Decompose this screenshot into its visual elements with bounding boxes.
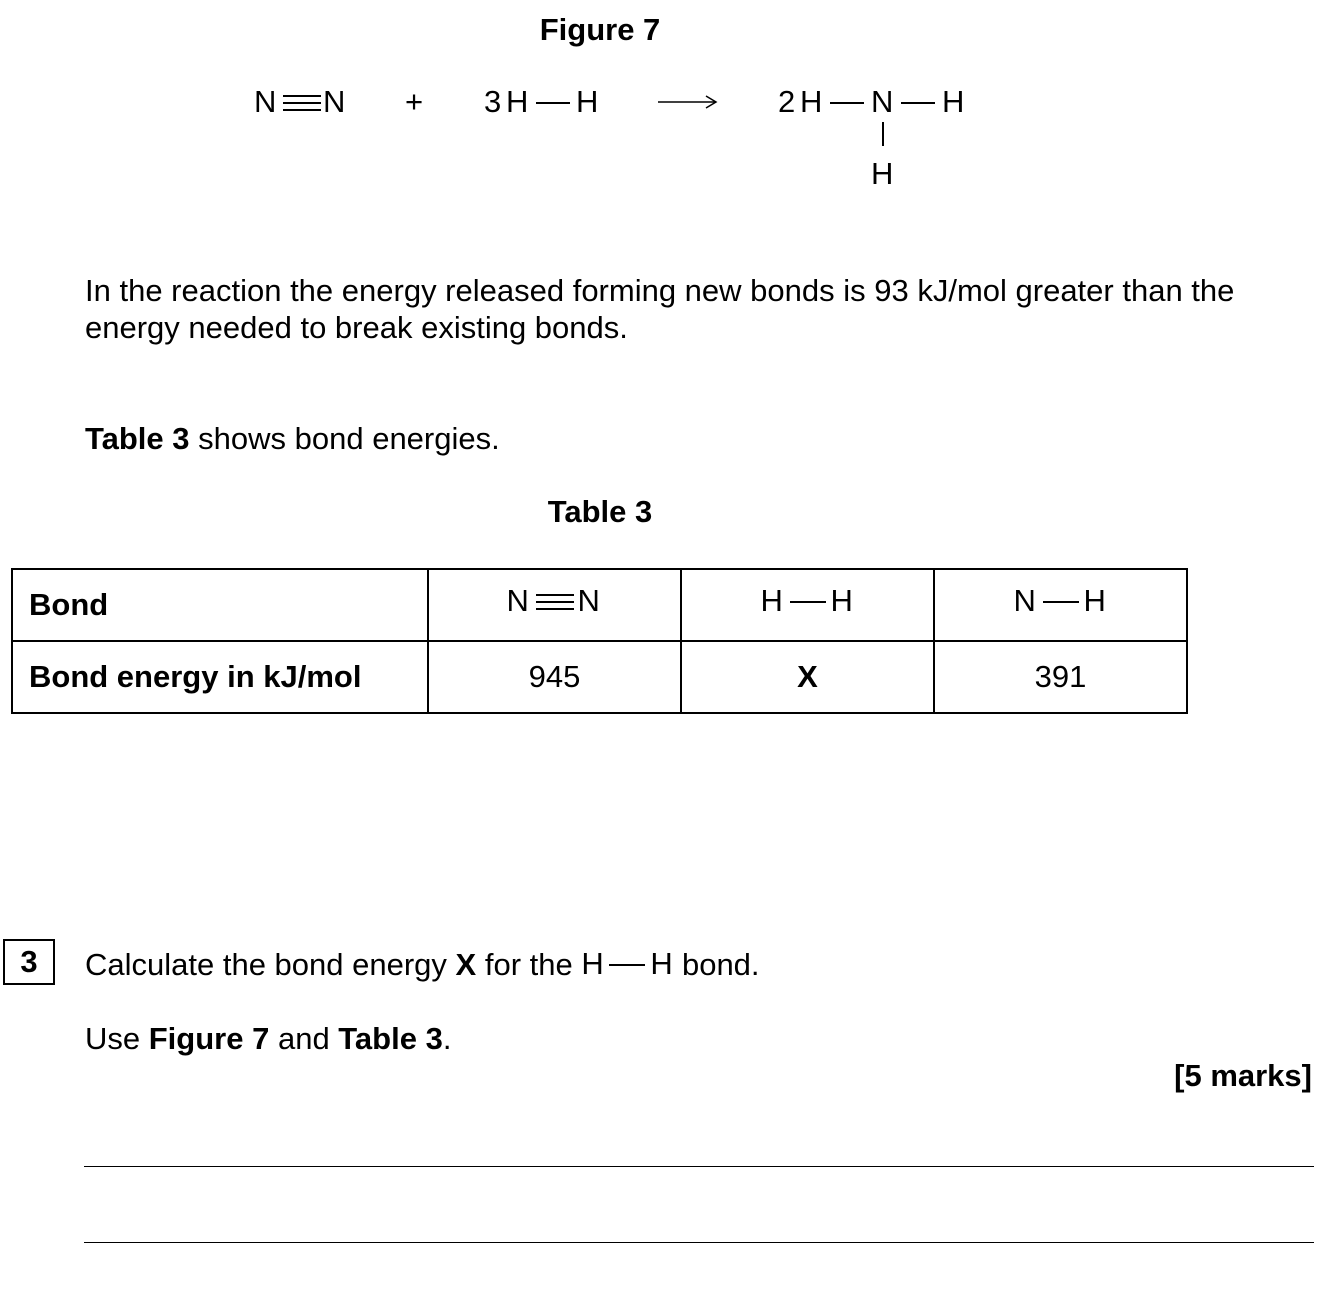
question-number: 3 xyxy=(3,939,55,985)
product-atom-h3: H xyxy=(871,156,894,191)
answer-line[interactable] xyxy=(84,1242,1314,1243)
question-text xyxy=(85,946,760,983)
bond-cell-triple xyxy=(428,569,681,641)
use-end: . xyxy=(442,1021,452,1056)
question-variable: X xyxy=(455,947,477,982)
single-bond-line xyxy=(901,102,935,104)
single-bond-line xyxy=(790,601,826,603)
single-bond-line xyxy=(609,964,645,966)
table-reference-text: shows bond energies. xyxy=(189,421,500,456)
reactant1-atom-left: N xyxy=(254,84,277,119)
reaction-equation xyxy=(0,84,1322,204)
marks-label: [5 marks] xyxy=(1174,1058,1312,1093)
intro-paragraph: In the reaction the energy released forming new bonds is 93 kJ/mol greater than the energy needed to break existing bonds. xyxy=(85,273,1235,345)
use-table-ref: Table 3 xyxy=(338,1021,443,1056)
energy-cell: 391 xyxy=(934,641,1187,713)
energy-cell: 945 xyxy=(428,641,681,713)
table-row xyxy=(12,641,1187,713)
bond-cell-nh xyxy=(934,569,1187,641)
reaction-arrow-icon xyxy=(658,92,720,112)
reactant2-atom-right: H xyxy=(576,84,599,119)
question-text-b: for the xyxy=(476,947,582,982)
bond-atom: H xyxy=(760,583,783,618)
table-reference-bold: Table 3 xyxy=(85,421,190,456)
bond-atom: N xyxy=(1013,583,1036,618)
table-title: Table 3 xyxy=(547,494,653,529)
bond-atom: H xyxy=(830,583,853,618)
bond-atom: H xyxy=(1083,583,1106,618)
energy-cell-unknown: X xyxy=(681,641,934,713)
use-instruction xyxy=(85,1020,451,1057)
triple-bond-line xyxy=(536,601,574,603)
triple-bond-line xyxy=(536,594,574,596)
bond-energy-table xyxy=(11,568,1188,714)
question-text-c: bond. xyxy=(673,947,760,982)
triple-bond-line xyxy=(283,95,321,97)
single-bond-line xyxy=(536,102,570,104)
vertical-bond-line xyxy=(882,122,884,146)
row-header-energy: Bond energy in kJ/mol xyxy=(12,641,428,713)
single-bond-line xyxy=(830,102,864,104)
table-reference-paragraph xyxy=(85,420,500,457)
use-figure-ref: Figure 7 xyxy=(148,1021,270,1056)
product-atom-h2: H xyxy=(942,84,965,119)
reactant2-atom-left: H xyxy=(506,84,529,119)
table-row xyxy=(12,569,1187,641)
single-bond-line xyxy=(1043,601,1079,603)
bond-atom: N xyxy=(506,583,529,618)
product-atom-n: N xyxy=(871,84,894,119)
use-text: Use xyxy=(85,1021,149,1056)
triple-bond-line xyxy=(283,102,321,104)
bond-atom: H xyxy=(650,946,673,981)
figure-title: Figure 7 xyxy=(539,12,661,47)
question-text-a: Calculate the bond energy xyxy=(85,947,456,982)
answer-line[interactable] xyxy=(84,1166,1314,1167)
product-atom-h1: H xyxy=(800,84,823,119)
reactant1-atom-right: N xyxy=(323,84,346,119)
plus-sign: + xyxy=(405,84,424,119)
bond-cell-hh xyxy=(681,569,934,641)
bond-atom: H xyxy=(581,946,604,981)
use-and: and xyxy=(269,1021,339,1056)
triple-bond-line xyxy=(283,109,321,111)
bond-atom: N xyxy=(577,583,600,618)
row-header-bond: Bond xyxy=(12,569,428,641)
reactant2-coefficient: 3 xyxy=(484,84,502,119)
triple-bond-line xyxy=(536,608,574,610)
product-coefficient: 2 xyxy=(778,84,796,119)
